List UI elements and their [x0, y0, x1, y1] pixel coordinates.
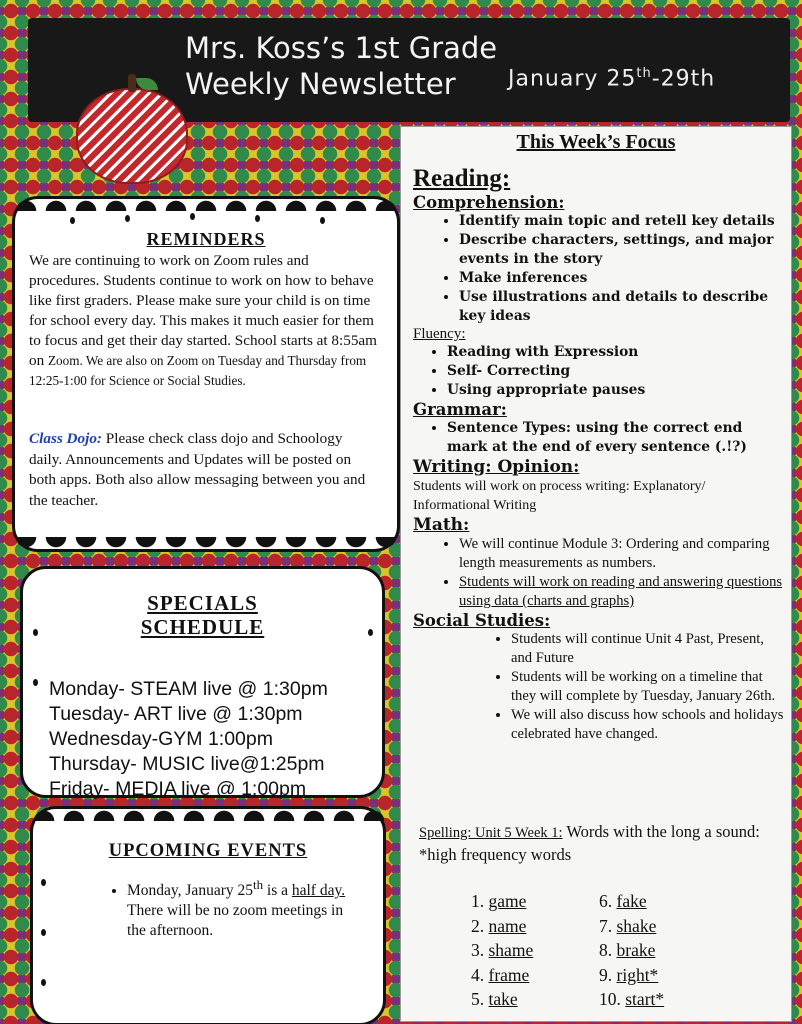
dot — [41, 929, 46, 936]
class-dojo-note — [29, 429, 377, 511]
spelling-word-text: brake — [616, 940, 656, 960]
spelling-word: 9. right* — [599, 964, 659, 985]
comprehension-item: • Use illustrations and details to describe key ideas — [459, 288, 785, 326]
date-start-suffix: th — [636, 66, 652, 81]
spelling-word: 6. fake — [599, 891, 647, 911]
scallop-border — [11, 537, 401, 555]
scallop-border — [29, 803, 387, 821]
date-start: January 25 — [508, 66, 637, 92]
title-line-2: Weekly Newsletter — [185, 67, 456, 101]
spelling-word-text: name — [488, 915, 527, 936]
reminders-body: We are continuing to work on Zoom rules and procedures. Students continue to work on how to behave like first graders. Please make sure your child is on time for school every day. This makes it much easier for them to focus and get their day started. School starts at 8:55am on — [29, 252, 377, 369]
dojo-label: Class Dojo: — [29, 430, 102, 447]
social-studies-list — [413, 630, 785, 744]
event-date: Monday, January 25 — [127, 882, 253, 900]
social-studies-item: • Students will continue Unit 4 Past, Present, and Future — [511, 630, 785, 668]
spelling-word-text: shame — [488, 940, 534, 960]
dot — [41, 979, 46, 986]
spelling-word: 3. shame — [471, 940, 534, 960]
writing-heading: Writing: Opinion: — [413, 457, 580, 477]
reminders-title: REMINDERS — [146, 229, 266, 249]
spelling-word: 10. start* — [599, 989, 665, 1009]
special-item: Friday- MEDIA live @ 1:00pm — [49, 778, 307, 800]
spelling-label: Spelling: Unit 5 Week 1: — [419, 825, 563, 841]
date-end: -29th — [651, 66, 716, 92]
math-item: • Students will work on reading and answering questions using data (charts and graphs) — [459, 573, 785, 611]
spelling-word-text: frame — [488, 964, 530, 985]
week-dates — [508, 66, 715, 91]
social-studies-heading: Social Studies: — [413, 611, 551, 630]
grammar-list — [413, 419, 785, 457]
focus-title: This Week’s Focus — [516, 131, 676, 153]
spelling-word: 2. name — [471, 915, 527, 936]
upcoming-events-box — [30, 806, 386, 1024]
special-item: Wednesday-GYM 1:00pm — [49, 728, 273, 750]
comprehension-heading: Comprehension: — [413, 193, 565, 212]
fluency-list — [413, 343, 785, 400]
apple-icon — [76, 88, 188, 184]
special-item: Monday- STEAM live @ 1:30pm — [49, 678, 328, 700]
dot — [255, 215, 260, 222]
reminders-text — [29, 251, 377, 391]
specials-schedule-box — [20, 566, 385, 798]
spelling-words-left — [471, 889, 533, 1012]
reminders-zoom-times: Zoom. We are also on Zoom on Tuesday and Thursday from 12:25-1:00 for Science or Social Studies. — [29, 353, 367, 388]
specials-title — [23, 591, 382, 639]
spelling-section — [419, 821, 789, 866]
spelling-word: 1. game — [471, 891, 527, 911]
dot — [41, 879, 46, 886]
high-frequency-label: *high frequency words — [419, 845, 572, 864]
spelling-text: Words with the long a sound: — [562, 822, 760, 841]
dot — [33, 679, 38, 686]
math-list — [413, 535, 785, 611]
fluency-item: • Using appropriate pauses — [447, 381, 785, 400]
reading-heading: Reading: — [413, 165, 511, 192]
dojo-text: Please check class dojo and Schoology daily. Announcements and Updates will be posted on both apps. Both also allow messaging between you and the teacher. — [29, 430, 366, 509]
event-date-suffix: th — [252, 877, 264, 892]
comprehension-item: • Describe characters, settings, and major events in the story — [459, 231, 785, 269]
spelling-word-text: shake — [616, 915, 657, 936]
event-half-day: half day. — [291, 882, 346, 900]
scallop-border — [11, 193, 401, 211]
comprehension-list — [413, 212, 785, 326]
math-item: • We will continue Module 3: Ordering and comparing length measurements as numbers. — [459, 535, 785, 573]
special-item: Thursday- MUSIC live@1:25pm — [49, 753, 325, 775]
comprehension-item: • Identify main topic and retell key details — [459, 212, 785, 231]
event-text: There will be no zoom meetings in the afternoon. — [127, 902, 344, 940]
comprehension-item: • Make inferences — [459, 269, 785, 288]
dot — [320, 217, 325, 224]
social-studies-item: • Students will be working on a timeline that they will complete by Tuesday, January 26th. — [511, 668, 785, 706]
dot — [190, 213, 195, 220]
fluency-item: • Self- Correcting — [447, 362, 785, 381]
spelling-word: 7. shake — [599, 915, 657, 936]
spelling-word-text: fake — [616, 891, 647, 911]
social-studies-item: • We will also discuss how schools and holidays celebrated have changed. — [511, 706, 785, 744]
newsletter-title — [185, 30, 497, 102]
spelling-word: 4. frame — [471, 964, 530, 985]
reminders-box — [12, 196, 400, 552]
reading-section — [413, 165, 785, 744]
title-line-1: Mrs. Koss’s 1st Grade — [185, 31, 498, 65]
dot — [125, 215, 130, 222]
events-title: UPCOMING EVENTS — [108, 841, 308, 861]
grammar-heading: Grammar: — [413, 400, 507, 419]
fluency-item: • Reading with Expression — [447, 343, 785, 362]
specials-title-line-2: SCHEDULE — [140, 615, 265, 639]
math-heading: Math: — [413, 515, 470, 535]
spelling-word: 8. brake — [599, 940, 656, 960]
grammar-item: • Sentence Types: using the correct end mark at the end of every sentence (.!?) — [447, 419, 785, 457]
spelling-word-text: take — [488, 989, 518, 1009]
specials-list — [49, 677, 328, 802]
event-text: is a — [263, 882, 292, 900]
writing-text: Students will work on process writing: Explanatory/ Informational Writing — [413, 479, 706, 513]
dot — [70, 217, 75, 224]
weekly-focus-panel — [400, 126, 792, 1022]
special-item: Tuesday- ART live @ 1:30pm — [49, 703, 303, 725]
spelling-word-text: start* — [625, 989, 665, 1009]
spelling-words-right — [599, 889, 664, 1012]
fluency-heading: Fluency: — [413, 326, 466, 342]
specials-title-line-1: SPECIALS — [147, 591, 258, 615]
events-list — [127, 875, 357, 941]
event-item — [127, 875, 357, 941]
spelling-word-text: right* — [616, 964, 659, 985]
spelling-word-text: game — [488, 891, 527, 911]
spelling-word: 5. take — [471, 989, 518, 1009]
